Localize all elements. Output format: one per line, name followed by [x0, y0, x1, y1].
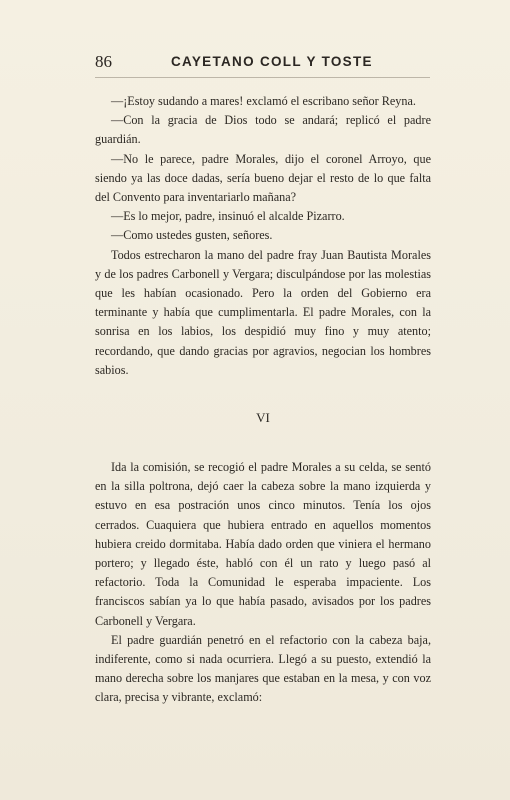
paragraph: —No le parece, padre Morales, dijo el coronel Arroyo, que siendo ya las doce dadas, sería bueno dejar el resto de lo que falta del Convento para inventariarlo mañana? — [95, 151, 431, 205]
paragraph: —Con la gracia de Dios todo se andará; replicó el padre guardián. — [95, 113, 431, 147]
page-header — [95, 50, 430, 76]
paragraph: —¡Estoy sudando a mares! exclamó el escribano señor Reyna. — [111, 94, 416, 108]
paragraph: —Como ustedes gusten, señores. — [111, 228, 273, 243]
paragraph: —Es lo mejor, padre, insinuó el alcalde Pizarro. — [111, 209, 345, 224]
text-block-top — [95, 92, 431, 380]
paragraph: Ida la comisión, se recogió el padre Morales a su celda, se sentó en la silla poltrona, dejó caer la cabeza sobre la mano izquierda y estuvo en esa postración unos cinco minutos. Tenía los ojos cerrados. Cuaquiera que hubiera entrado en aquellos momentos hubiera creido dormitaba. Había dado orden que viniera el hermano portero; y llegado éste, habló con él un rato y luego pasó al refactorio. Toda la Comunidad le esperaba impaciente. Los franciscos sabían ya lo que había pasado, avisados por los padres Carbonell y Vergara. — [95, 460, 431, 628]
text-block-bottom — [95, 458, 431, 708]
running-title: CAYETANO COLL Y TOSTE — [171, 54, 373, 69]
page-number: 86 — [95, 52, 112, 71]
header-rule — [95, 77, 430, 78]
paragraph: El padre guardián penetró en el refactorio con la cabeza baja, indiferente, como si nada ocurriera. Llegó a su puesto, extendió la mano derecha sobre los manjares que estaban en la mesa, y con voz clara, precisa y vibrante, exclamó: — [95, 632, 431, 705]
section-heading: VI — [256, 410, 270, 425]
paragraph: Todos estrecharon la mano del padre fray Juan Bautista Morales y de los padres Carbonell y Vergara; disculpándose por las molestias que les habían ocasionado. Pero la orden del Gobierno era terminante y había que cumplimentarla. El padre Morales, con la sonrisa en los labios, los despidió muy fino y muy atento; recordando, que dando gracias por agravios, negocian los hombres sabios. — [95, 247, 431, 377]
